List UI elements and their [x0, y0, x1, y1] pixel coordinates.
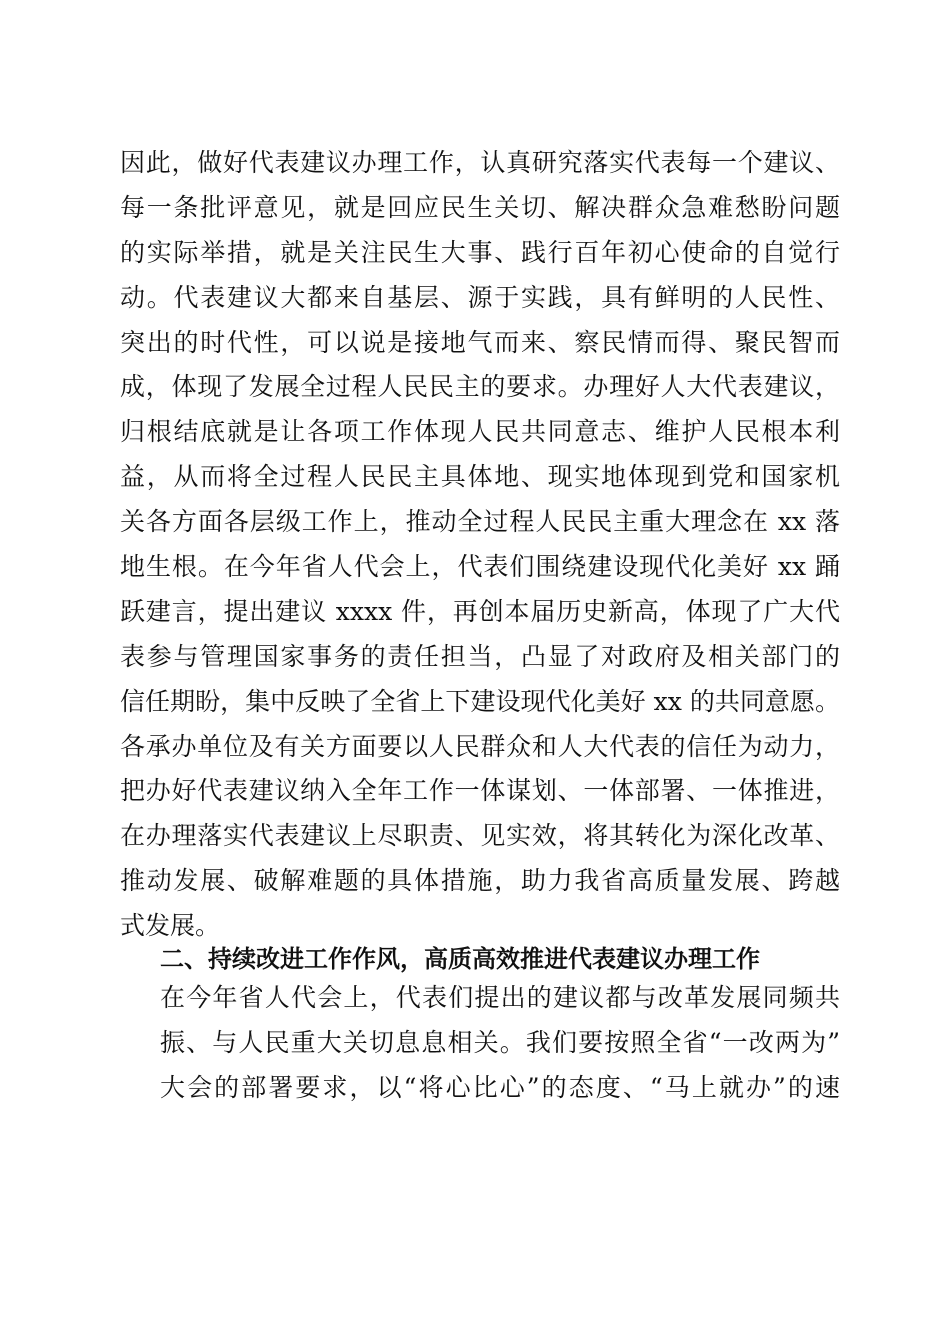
section-heading: 二、持续改进工作作风，高质高效推进代表建议办理工作 [160, 945, 760, 973]
paragraph-line: 大会的部署要求，以“将心比心”的态度、“马上就办”的速 [160, 1072, 840, 1102]
paragraph-line: 跃建言，提出建议 xxxx 件，再创本届历史新高，体现了广大代 [120, 596, 840, 626]
paragraph-line: 归根结底就是让各项工作体现人民共同意志、维护人民根本利 [120, 417, 840, 447]
paragraph-line: 式发展。 [120, 911, 221, 941]
paragraph-line: 振、与人民重大关切息息相关。我们要按照全省“一改两为” [160, 1027, 840, 1057]
paragraph-line: 动。代表建议大都来自基层、源于实践，具有鲜明的人民性、 [120, 282, 840, 312]
paragraph-line: 表参与管理国家事务的责任担当，凸显了对政府及相关部门的 [120, 641, 840, 671]
paragraph-line: 各承办单位及有关方面要以人民群众和人大代表的信任为动力， [120, 731, 840, 761]
paragraph-line: 的实际举措，就是关注民生大事、践行百年初心使命的自觉行 [120, 237, 840, 267]
paragraph-line: 在办理落实代表建议上尽职责、见实效，将其转化为深化改革、 [120, 821, 840, 851]
paragraph-line: 突出的时代性，可以说是接地气而来、察民情而得、聚民智而 [120, 327, 840, 357]
paragraph-line: 在今年省人代会上，代表们提出的建议都与改革发展同频共 [160, 983, 840, 1012]
paragraph-line: 每一条批评意见，就是回应民生关切、解决群众急难愁盼问题 [120, 192, 840, 222]
paragraph-line: 地生根。在今年省人代会上，代表们围绕建设现代化美好 xx 踊 [120, 552, 840, 582]
paragraph-line: 信任期盼，集中反映了全省上下建设现代化美好 xx 的共同意愿。 [120, 686, 840, 716]
paragraph-2 [120, 976, 840, 1111]
paragraph-line: 成，体现了发展全过程人民民主的要求。办理好人大代表建议， [120, 372, 840, 402]
paragraph-line: 推动发展、破解难题的具体措施，助力我省高质量发展、跨越 [120, 866, 840, 896]
paragraph-line: 关各方面各层级工作上，推动全过程人民民主重大理念在 xx 落 [120, 507, 840, 537]
paragraph-1 [120, 141, 840, 949]
paragraph-line: 因此，做好代表建议办理工作，认真研究落实代表每一个建议、 [120, 148, 840, 177]
paragraph-line: 把办好代表建议纳入全年工作一体谋划、一体部署、一体推进， [120, 776, 840, 806]
paragraph-line: 益，从而将全过程人民民主具体地、现实地体现到党和国家机 [120, 462, 840, 492]
